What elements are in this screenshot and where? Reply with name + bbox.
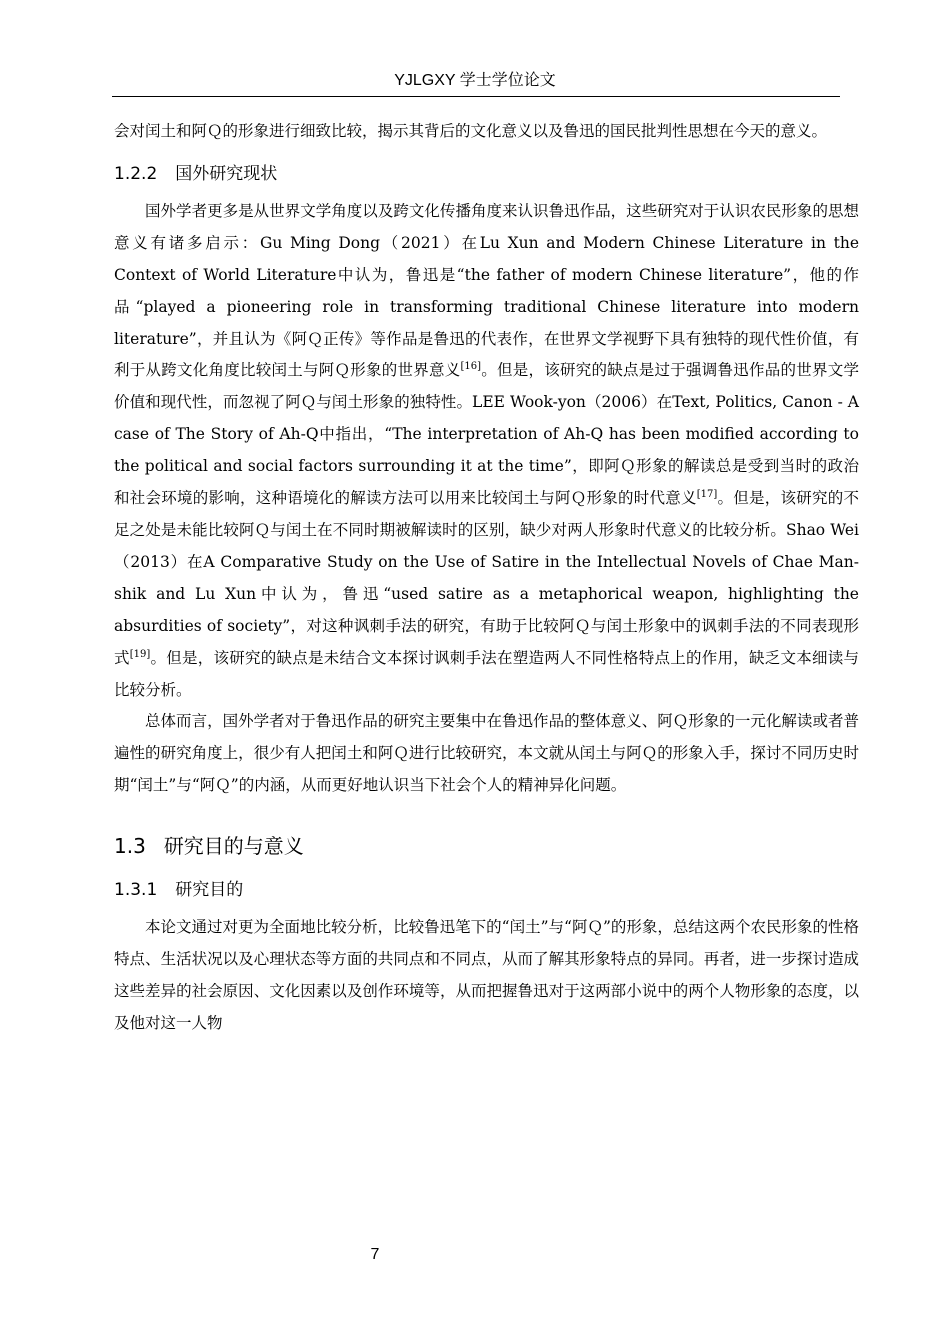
section-heading-1-3-1 — [114, 874, 859, 906]
text-segment: 。但是，该研究的缺点是未结合文本探讨讽刺手法在塑造两人不同性格特点上的作用，缺乏文本细读与比较分析。 — [114, 648, 859, 699]
section-title: 国外研究现状 — [175, 163, 278, 184]
section-number: 1.3 — [114, 834, 146, 859]
section-number: 1.2.2 — [114, 163, 158, 184]
running-header: YJLGXY 学士学位论文 — [394, 72, 556, 89]
section-title: 研究目的 — [175, 880, 244, 901]
body-text — [114, 116, 859, 1040]
paragraph-research-purpose: 本论文通过对更为全面地比较分析，比较鲁迅笔下的“闰土”与“阿Ｑ”的形象，总结这两个农民形象的性格特点、生活状况以及心理状态等方面的共同点和不同点，从而了解其形象特点的异同。再者，进一步探讨造成这些差异的社会原因、文化因素以及创作环境等，从而把握鲁迅对于这两部小说中的两个人物形象的态度，以及他对这一人物 — [114, 918, 859, 1032]
citation-17: [17] — [696, 488, 718, 500]
paragraph-foreign-research — [114, 196, 859, 707]
page-number: 7 — [370, 1246, 380, 1263]
paragraph-summary: 总体而言，国外学者对于鲁迅作品的研究主要集中在鲁迅作品的整体意义、阿Ｑ形象的一元化解读或者普遍性的研究角度上，很少有人把闰土和阿Ｑ进行比较研究，本文就从闰土与阿Ｑ的形象入手，探讨不同历史时期“闰土”与“阿Ｑ”的内涵，从而更好地认识当下社会个人的精神异化问题。 — [114, 712, 859, 795]
paragraph-intro-continued: 会对闰土和阿Ｑ的形象进行细致比较，揭示其背后的文化意义以及鲁迅的国民批判性思想在今天的意义。 — [114, 122, 828, 140]
section-heading-1-2-2 — [114, 158, 859, 190]
text-segment: 国外学者更多是从世界文学角度以及跨文化传播角度来认识鲁迅作品，这些研究对于认识农民形象的思想意义有诸多启示：Gu Ming Dong（2021）在Lu Xun and Modern Chinese Literature in the Context of World Literature中认为，鲁迅是“the father of modern Chinese literature”，他的作品“played a pioneering role in transforming traditional Chinese literature into modern literature”，并且认为《阿Ｑ正传》等作品是鲁迅的代表作，在世界文学视野下具有独特的现代性价值，有利于从跨文化角度比较闰土与阿Ｑ形象的世界意义 — [114, 201, 860, 380]
section-title: 研究目的与意义 — [163, 834, 304, 859]
citation-16: [16] — [460, 361, 482, 373]
header-rule — [112, 96, 840, 97]
citation-19: [19] — [129, 648, 151, 660]
text-segment: 。但是，该研究的缺点是过于强调鲁迅作品的世界文学价值和现代性，而忽视了阿Ｑ与闰土形象的独特性。LEE Wook-yon（2006）在Text, Politics, Canon - A case of The Story of Ah-Q中指出，“The interpretation of Ah-Q has been modified according to the political and social factors surrounding it at the time”，即阿Ｑ形象的解读总是受到当时的政治和社会环境的影响，这种语境化的解读方法可以用来比较闰土与阿Ｑ形象的时代意义 — [114, 361, 859, 508]
section-heading-1-3 — [114, 830, 859, 862]
text-segment: 。但是，该研究的不足之处是未能比较阿Ｑ与闰土在不同时期被解读时的区别，缺少对两人形象时代意义的比较分析。Shao Wei（2013）在A Comparative Study on the Use of Satire in the Intellectual Novels of Chae Man-shik and Lu Xun中认为，鲁迅“used satire as a metaphorical weapon, highlighting the absurdities of society”，对这种讽刺手法的研究，有助于比较阿Ｑ与闰土形象中的讽刺手法的不同表现形式 — [114, 489, 859, 667]
section-number: 1.3.1 — [114, 880, 158, 901]
